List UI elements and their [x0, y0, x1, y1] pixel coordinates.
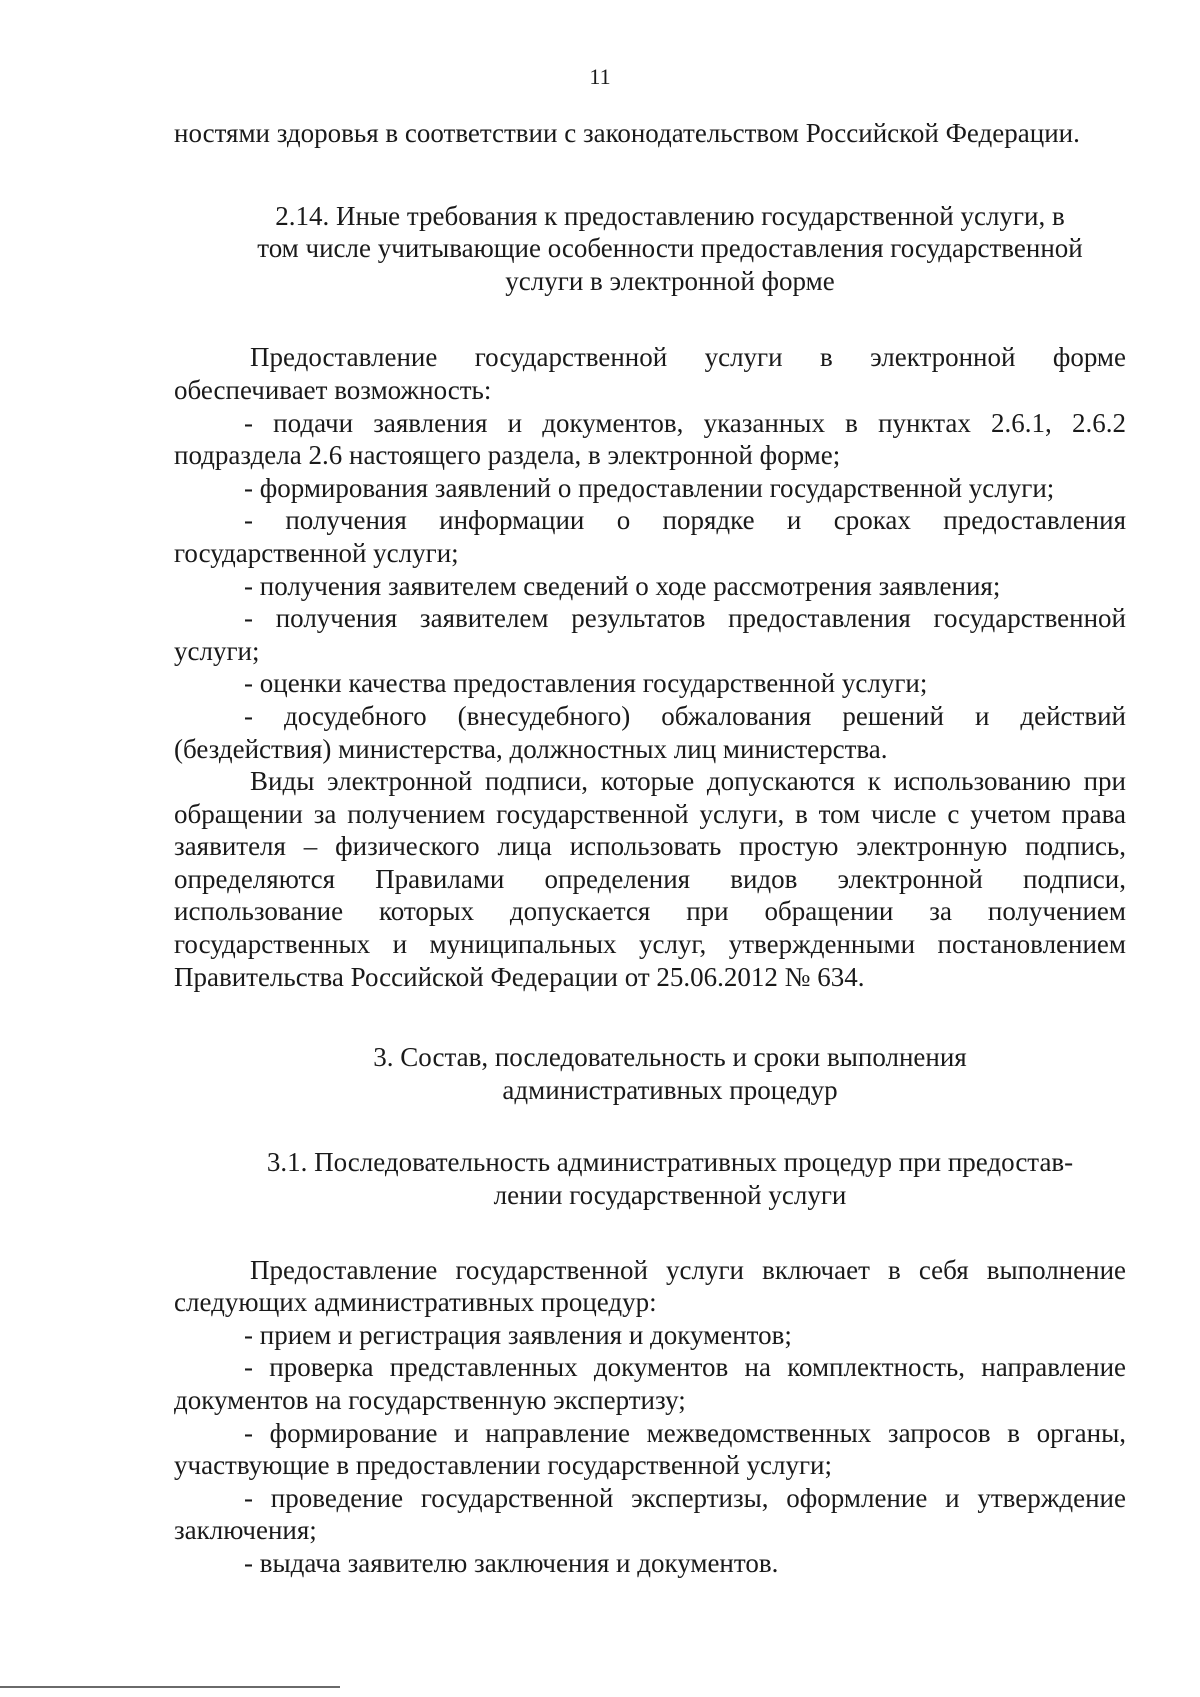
section-2-14-item-7: - досудебного (внесудебного) обжалования решений и действий (бездействия) министерства, должностных лиц министерства. — [174, 700, 1126, 764]
section-3-1-item-1: - прием и регистрация заявления и документов; — [244, 1319, 792, 1350]
section-2-14-item-5: - получения заявителем результатов предоставления государственной услуги; — [174, 603, 1126, 666]
section-2-14-heading-line-3: услуги в электронной форме — [505, 265, 835, 296]
document-body — [174, 117, 1126, 1580]
section-2-14-item-4: - получения заявителем сведений о ходе рассмотрения заявления; — [244, 570, 1001, 601]
section-2-14-intro: Предоставление государственной услуги в электронной форме обеспечивает возможность: — [174, 342, 1126, 405]
section-3-heading-line-2: административных процедур — [502, 1074, 838, 1105]
page-number: 11 — [589, 64, 611, 89]
section-2-14-item-2: - формирования заявлений о предоставлении государственной услуги; — [244, 472, 1055, 503]
section-2-14-heading-line-1: 2.14. Иные требования к предоставлению государственной услуги, в — [275, 200, 1065, 231]
electronic-signature-paragraph: Виды электронной подписи, которые допускаются к использованию при обращении за получением государственной услуги, в том числе с учетом права заявителя – физического лица использовать простую электронную подпись, определяются Правилами определения видов электронной подписи, использование которых допускается при обращении за получением государственных и муниципальных услуг, утвержденными постановлением Правительства Российской Федерации от 25.06.2012 № 634. — [174, 766, 1126, 992]
section-3-1-item-4: - проведение государственной экспертизы, оформление и утверждение заключения; — [174, 1482, 1126, 1546]
section-3-1-heading-line-2: лении государственной услуги — [493, 1180, 847, 1211]
continuation-paragraph: ностями здоровья в соответствии с законодательством Российской Федерации. — [174, 118, 1080, 148]
section-3-1-item-3: - формирование и направление межведомственных запросов в органы, участвующие в предоставлении государственной услуги; — [174, 1417, 1126, 1481]
section-3-1-heading-line-1: 3.1. Последовательность административных процедур при предостав- — [266, 1147, 1074, 1178]
section-2-14-heading — [174, 200, 1126, 298]
section-2-14-heading-line-2: том числе учитывающие особенности предоставления государственной — [257, 233, 1083, 264]
section-2-14-item-6: - оценки качества предоставления государственной услуги; — [244, 668, 928, 699]
section-3-1-intro: Предоставление государственной услуги включает в себя выполнение следующих административных процедур: — [174, 1254, 1126, 1318]
section-3-1-item-2: - проверка представленных документов на комплектность, направление документов на государственную экспертизу; — [174, 1352, 1126, 1415]
scan-edge-line — [0, 1686, 340, 1688]
section-3-heading-line-1: 3. Состав, последовательность и сроки выполнения — [373, 1042, 967, 1073]
section-3-heading — [174, 1041, 1126, 1106]
section-2-14-item-3: - получения информации о порядке и сроках предоставления государственной услуги; — [174, 505, 1126, 568]
section-2-14-item-1: - подачи заявления и документов, указанных в пунктах 2.6.1, 2.6.2 подраздела 2.6 настоящего раздела, в электронной форме; — [174, 407, 1126, 471]
section-3-1-item-5: - выдача заявителю заключения и документов. — [244, 1547, 779, 1578]
section-3-1-heading — [174, 1146, 1126, 1211]
